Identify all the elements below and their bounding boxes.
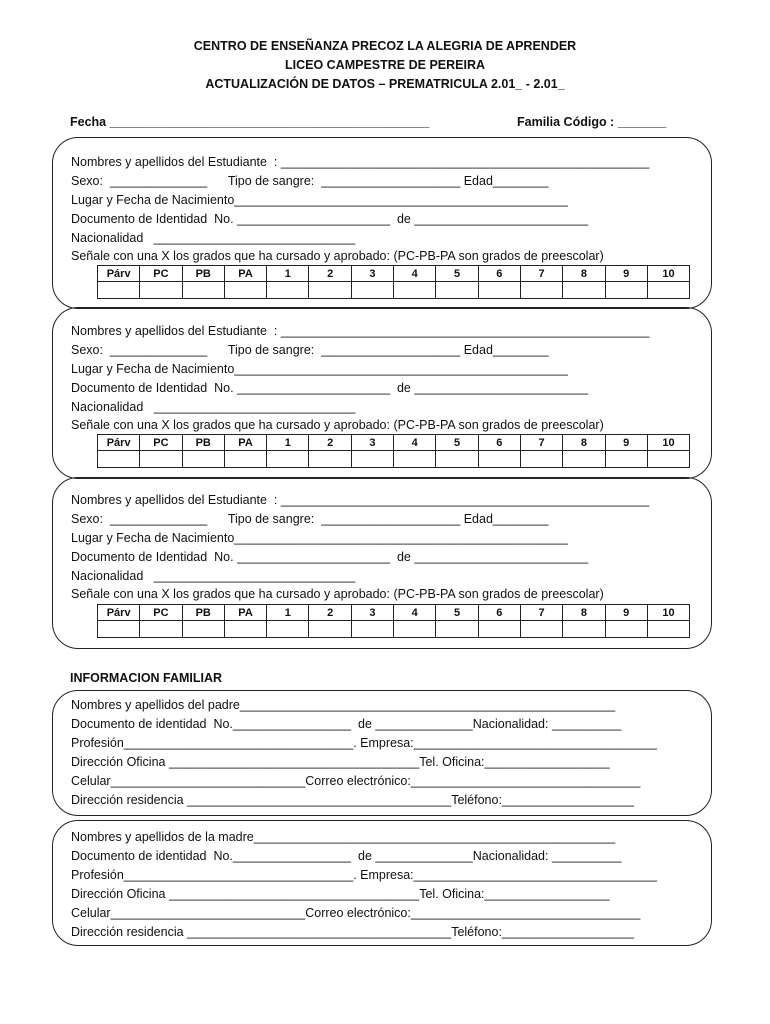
grade-header: 2 bbox=[309, 605, 351, 621]
student-name-field[interactable]: Nombres y apellidos del Estudiante : _____________________________________________________ bbox=[71, 493, 650, 507]
father-profession-field[interactable]: Profesión_________________________________. Empresa:___________________________________ bbox=[71, 736, 657, 750]
grade-header: Párv bbox=[98, 435, 140, 451]
student-nationality-field[interactable]: Nacionalidad _____________________________ bbox=[71, 231, 356, 245]
grade-header: PB bbox=[182, 605, 224, 621]
grade-check-cell[interactable] bbox=[394, 451, 436, 468]
grade-check-cell[interactable] bbox=[140, 282, 182, 299]
school-subtitle: LICEO CAMPESTRE DE PEREIRA bbox=[284, 58, 486, 72]
student-birth-field[interactable]: Lugar y Fecha de Nacimiento________________________________________________ bbox=[71, 362, 568, 376]
father-cell-email-field[interactable]: Celular____________________________Correo electrónico:_________________________________ bbox=[71, 774, 641, 788]
grade-check-cell[interactable] bbox=[605, 621, 647, 638]
grade-header: PA bbox=[224, 605, 266, 621]
grades-instruction: Señale con una X los grados que ha cursado y aprobado: (PC-PB-PA son grados de preescolar) bbox=[71, 587, 604, 601]
grade-check-cell[interactable] bbox=[478, 282, 520, 299]
grade-header: 5 bbox=[436, 266, 478, 282]
grade-header: 8 bbox=[563, 435, 605, 451]
mother-home-field[interactable]: Dirección residencia ______________________________________Teléfono:___________________ bbox=[71, 925, 635, 939]
grade-check-cell[interactable] bbox=[351, 621, 393, 638]
mother-document-field[interactable]: Documento de identidad No._________________ de ______________Nacionalidad: __________ bbox=[71, 849, 622, 863]
father-name-field[interactable]: Nombres y apellidos del padre______________________________________________________ bbox=[71, 698, 616, 712]
grades-instruction: Señale con una X los grados que ha cursado y aprobado: (PC-PB-PA son grados de preescolar) bbox=[71, 418, 604, 432]
grade-header: 2 bbox=[309, 435, 351, 451]
grade-header: Párv bbox=[98, 266, 140, 282]
grade-header: 1 bbox=[267, 605, 309, 621]
grade-check-cell[interactable] bbox=[140, 451, 182, 468]
date-field[interactable]: Fecha ______________________________________________ bbox=[70, 115, 430, 129]
grade-check-cell[interactable] bbox=[182, 282, 224, 299]
grade-header: 9 bbox=[605, 605, 647, 621]
grade-header: 4 bbox=[394, 435, 436, 451]
student-birth-field[interactable]: Lugar y Fecha de Nacimiento________________________________________________ bbox=[71, 193, 568, 207]
grade-check-cell[interactable] bbox=[394, 282, 436, 299]
grade-check-cell[interactable] bbox=[436, 451, 478, 468]
mother-office-field[interactable]: Dirección Oficina ____________________________________Tel. Oficina:__________________ bbox=[71, 887, 610, 901]
grade-header: Párv bbox=[98, 605, 140, 621]
student-sex-blood-age-field[interactable]: Sexo: ______________ Tipo de sangre: ____________________ Edad________ bbox=[71, 512, 549, 526]
grade-check-cell[interactable] bbox=[98, 451, 140, 468]
grade-check-cell[interactable] bbox=[520, 621, 562, 638]
grade-check-cell[interactable] bbox=[647, 451, 689, 468]
grade-check-cell[interactable] bbox=[478, 451, 520, 468]
grade-header: 5 bbox=[436, 435, 478, 451]
grade-check-cell[interactable] bbox=[267, 621, 309, 638]
grade-header: 1 bbox=[267, 435, 309, 451]
grade-header: 6 bbox=[478, 605, 520, 621]
grade-check-cell[interactable] bbox=[394, 621, 436, 638]
grade-header: 1 bbox=[267, 266, 309, 282]
grade-header: 2 bbox=[309, 266, 351, 282]
father-home-field[interactable]: Dirección residencia ______________________________________Teléfono:___________________ bbox=[71, 793, 635, 807]
family-code-field[interactable]: Familia Código : _______ bbox=[517, 115, 667, 129]
grade-check-cell[interactable] bbox=[140, 621, 182, 638]
grade-header: 3 bbox=[351, 435, 393, 451]
student-name-field[interactable]: Nombres y apellidos del Estudiante : _____________________________________________________ bbox=[71, 324, 650, 338]
grade-header: 4 bbox=[394, 605, 436, 621]
student-nationality-field[interactable]: Nacionalidad _____________________________ bbox=[71, 569, 356, 583]
grade-header: 3 bbox=[351, 266, 393, 282]
grade-check-cell[interactable] bbox=[563, 282, 605, 299]
grade-check-cell[interactable] bbox=[520, 451, 562, 468]
grade-check-cell[interactable] bbox=[563, 451, 605, 468]
grade-check-cell[interactable] bbox=[520, 282, 562, 299]
grades-table bbox=[97, 434, 690, 468]
mother-cell-email-field[interactable]: Celular____________________________Correo electrónico:_________________________________ bbox=[71, 906, 641, 920]
grade-header: 10 bbox=[647, 605, 689, 621]
grade-header: 8 bbox=[563, 266, 605, 282]
grade-header: PA bbox=[224, 266, 266, 282]
grade-check-cell[interactable] bbox=[478, 621, 520, 638]
father-office-field[interactable]: Dirección Oficina ____________________________________Tel. Oficina:__________________ bbox=[71, 755, 610, 769]
grade-header: PB bbox=[182, 435, 224, 451]
grade-check-cell[interactable] bbox=[351, 451, 393, 468]
form-title: ACTUALIZACIÓN DE DATOS – PREMATRICULA 2.01_ - 2.01_ bbox=[205, 77, 565, 91]
grade-header: PA bbox=[224, 435, 266, 451]
grade-header: 7 bbox=[520, 266, 562, 282]
student-box-2 bbox=[52, 307, 712, 479]
grade-check-cell[interactable] bbox=[98, 621, 140, 638]
grade-check-cell[interactable] bbox=[436, 282, 478, 299]
grade-check-cell[interactable] bbox=[267, 282, 309, 299]
grade-check-cell[interactable] bbox=[224, 282, 266, 299]
grade-check-cell[interactable] bbox=[182, 451, 224, 468]
grade-check-cell[interactable] bbox=[224, 451, 266, 468]
grade-header: 10 bbox=[647, 435, 689, 451]
grade-check-cell[interactable] bbox=[182, 621, 224, 638]
grade-check-cell[interactable] bbox=[647, 282, 689, 299]
grade-header: 10 bbox=[647, 266, 689, 282]
grade-check-cell[interactable] bbox=[436, 621, 478, 638]
grade-header: PB bbox=[182, 266, 224, 282]
grade-header: 3 bbox=[351, 605, 393, 621]
student-nationality-field[interactable]: Nacionalidad _____________________________ bbox=[71, 400, 356, 414]
grade-check-cell[interactable] bbox=[98, 282, 140, 299]
grade-header: 9 bbox=[605, 266, 647, 282]
school-name: CENTRO DE ENSEÑANZA PRECOZ LA ALEGRIA DE APRENDER bbox=[193, 39, 577, 53]
grade-check-cell[interactable] bbox=[309, 621, 351, 638]
grade-header: 6 bbox=[478, 266, 520, 282]
father-box bbox=[52, 690, 712, 816]
grade-check-cell[interactable] bbox=[351, 282, 393, 299]
father-document-field[interactable]: Documento de identidad No._________________ de ______________Nacionalidad: __________ bbox=[71, 717, 622, 731]
student-box-3 bbox=[52, 477, 712, 649]
grade-header: 4 bbox=[394, 266, 436, 282]
grade-check-cell[interactable] bbox=[647, 621, 689, 638]
grade-check-cell[interactable] bbox=[605, 451, 647, 468]
student-sex-blood-age-field[interactable]: Sexo: ______________ Tipo de sangre: ____________________ Edad________ bbox=[71, 343, 549, 357]
grade-check-cell[interactable] bbox=[309, 451, 351, 468]
grade-header: PC bbox=[140, 266, 182, 282]
grade-check-cell[interactable] bbox=[224, 621, 266, 638]
grade-check-cell[interactable] bbox=[309, 282, 351, 299]
grade-header: 9 bbox=[605, 435, 647, 451]
family-section-title: INFORMACION FAMILIAR bbox=[70, 671, 223, 685]
student-document-field[interactable]: Documento de Identidad No. ______________________ de _________________________ bbox=[71, 550, 589, 564]
grade-header: PC bbox=[140, 435, 182, 451]
grades-table bbox=[97, 265, 690, 299]
student-birth-field[interactable]: Lugar y Fecha de Nacimiento________________________________________________ bbox=[71, 531, 568, 545]
student-document-field[interactable]: Documento de Identidad No. ______________________ de _________________________ bbox=[71, 381, 589, 395]
grades-table bbox=[97, 604, 690, 638]
student-box-1 bbox=[52, 137, 712, 309]
grade-check-cell[interactable] bbox=[267, 451, 309, 468]
student-sex-blood-age-field[interactable]: Sexo: ______________ Tipo de sangre: ____________________ Edad________ bbox=[71, 174, 549, 188]
grade-check-cell[interactable] bbox=[563, 621, 605, 638]
student-name-field[interactable]: Nombres y apellidos del Estudiante : _____________________________________________________ bbox=[71, 155, 650, 169]
grade-header: 7 bbox=[520, 435, 562, 451]
grade-check-cell[interactable] bbox=[605, 282, 647, 299]
grade-header: PC bbox=[140, 605, 182, 621]
mother-box bbox=[52, 820, 712, 946]
grade-header: 7 bbox=[520, 605, 562, 621]
grade-header: 5 bbox=[436, 605, 478, 621]
mother-profession-field[interactable]: Profesión_________________________________. Empresa:___________________________________ bbox=[71, 868, 657, 882]
grade-header: 6 bbox=[478, 435, 520, 451]
grades-instruction: Señale con una X los grados que ha cursado y aprobado: (PC-PB-PA son grados de preescolar) bbox=[71, 249, 604, 263]
mother-name-field[interactable]: Nombres y apellidos de la madre____________________________________________________ bbox=[71, 830, 616, 844]
student-document-field[interactable]: Documento de Identidad No. ______________________ de _________________________ bbox=[71, 212, 589, 226]
grade-header: 8 bbox=[563, 605, 605, 621]
